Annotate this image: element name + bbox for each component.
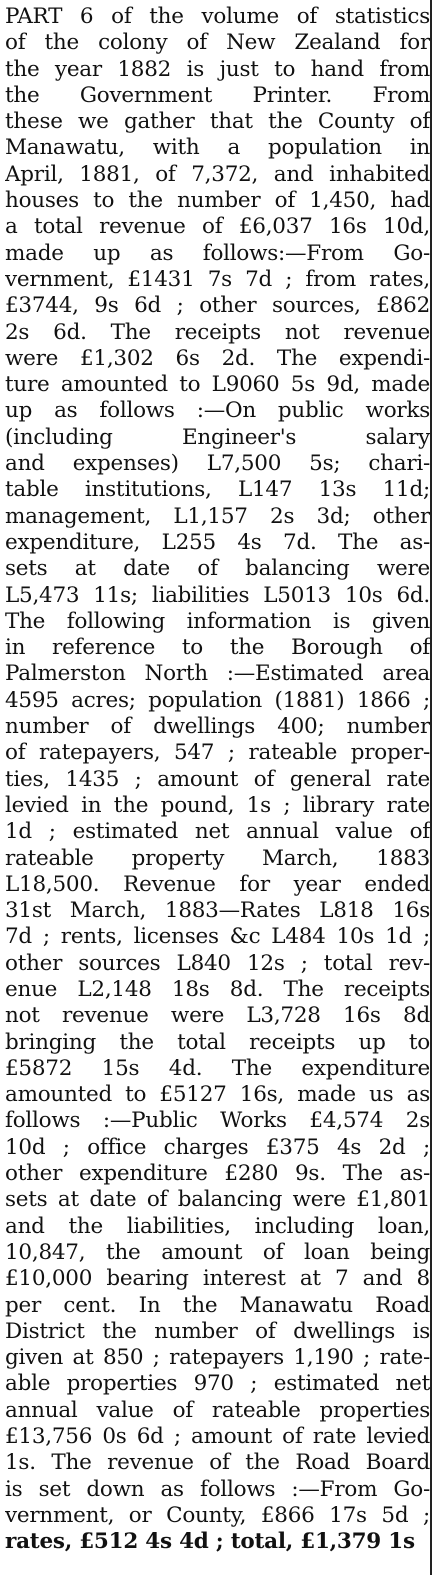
article-line: 7d ; rents, licenses &c L484 10s 1d ; (5, 924, 430, 950)
article-line: per cent. In the Manawatu Road (5, 1292, 430, 1318)
article-line: £5872 15s 4d. The expenditure (5, 1055, 430, 1081)
article-line: other expenditure £280 9s. The as- (5, 1161, 430, 1187)
article-line: follows :—Public Works £4,574 2s (5, 1108, 430, 1134)
article-line: and the liabilities, including loan, (5, 1213, 430, 1239)
article-line: 4595 acres; population (1881) 1866 ; (5, 687, 430, 713)
article-line: a total revenue of £6,037 16s 10d, (5, 214, 430, 240)
article-line: given at 850 ; ratepayers 1,190 ; rate- (5, 1345, 430, 1371)
article-line: enue L2,148 18s 8d. The receipts (5, 976, 430, 1002)
article-line: L5,473 11s; liabilities L5013 10s 6d. (5, 582, 430, 608)
article-line: annual value of rateable properties (5, 1397, 430, 1423)
article-line: is set down as follows :—From Go- (5, 1476, 430, 1502)
article-line: ture amounted to L9060 5s 9d, made (5, 372, 430, 398)
article-line: management, L1,157 2s 3d; other (5, 503, 430, 529)
article-line: 1s. The revenue of the Road Board (5, 1450, 430, 1476)
article-line: £3744, 9s 6d ; other sources, £862 (5, 293, 430, 319)
article-line: L18,500. Revenue for year ended (5, 871, 430, 897)
article-line: in reference to the Borough of (5, 635, 430, 661)
article-line: 2s 6d. The receipts not revenue (5, 319, 430, 345)
article-line: table institutions, L147 13s 11d; (5, 477, 430, 503)
article-line: 31st March, 1883—Rates L818 16s (5, 898, 430, 924)
article-line: £10,000 bearing interest at 7 and 8 (5, 1266, 430, 1292)
article-line: number of dwellings 400; number (5, 714, 430, 740)
article-line: amounted to £5127 16s, made us as (5, 1082, 430, 1108)
article-line: expenditure, L255 4s 7d. The as- (5, 529, 430, 555)
article-line: up as follows :—On public works (5, 398, 430, 424)
article-line: The following information is given (5, 608, 430, 634)
article-line: District the number of dwellings is (5, 1318, 430, 1344)
article-line: the Government Printer. From (5, 82, 430, 108)
article-line: vernment, £1431 7s 7d ; from rates, (5, 266, 430, 292)
article-line: other sources L840 12s ; total rev- (5, 950, 430, 976)
article-line: 1d ; estimated net annual value of (5, 819, 430, 845)
article-line: not revenue were L3,728 16s 8d (5, 1003, 430, 1029)
article-line: PART 6 of the volume of statistics (5, 4, 430, 29)
article-line: Manawatu, with a population in (5, 135, 430, 161)
article-line: able properties 970 ; estimated net (5, 1371, 430, 1397)
article-line: the year 1882 is just to hand from (5, 56, 430, 82)
article-line: of ratepayers, 547 ; rateable proper- (5, 740, 430, 766)
article-line: £13,756 0s 6d ; amount of rate levied (5, 1424, 430, 1450)
article-line: 10,847, the amount of loan being (5, 1239, 430, 1265)
article-line: Palmerston North :—Estimated area (5, 661, 430, 687)
article-line: and expenses) L7,500 5s; chari- (5, 451, 430, 477)
article-body (5, 4, 430, 1556)
article-line: these we gather that the County of (5, 109, 430, 135)
article-line: bringing the total receipts up to (5, 1029, 430, 1055)
article-line: houses to the number of 1,450, had (5, 188, 430, 214)
article-line: sets at date of balancing were (5, 556, 430, 582)
article-line: 10d ; office charges £375 4s 2d ; (5, 1134, 430, 1160)
article-line: sets at date of balancing were £1,801 (5, 1187, 430, 1213)
article-line: were £1,302 6s 2d. The expendi- (5, 345, 430, 371)
article-line: (including Engineer's salary (5, 424, 430, 450)
article-line: vernment, or County, £866 17s 5d ; (5, 1502, 430, 1528)
article-line: rateable property March, 1883 (5, 845, 430, 871)
article-line: April, 1881, of 7,372, and inhabited (5, 161, 430, 187)
article-line: ties, 1435 ; amount of general rate (5, 766, 430, 792)
article-line: of the colony of New Zealand for (5, 30, 430, 56)
article-line: levied in the pound, 1s ; library rate (5, 792, 430, 818)
article-line: rates, £512 4s 4d ; total, £1,379 1s (5, 1529, 415, 1555)
article-line: made up as follows:—From Go- (5, 240, 430, 266)
